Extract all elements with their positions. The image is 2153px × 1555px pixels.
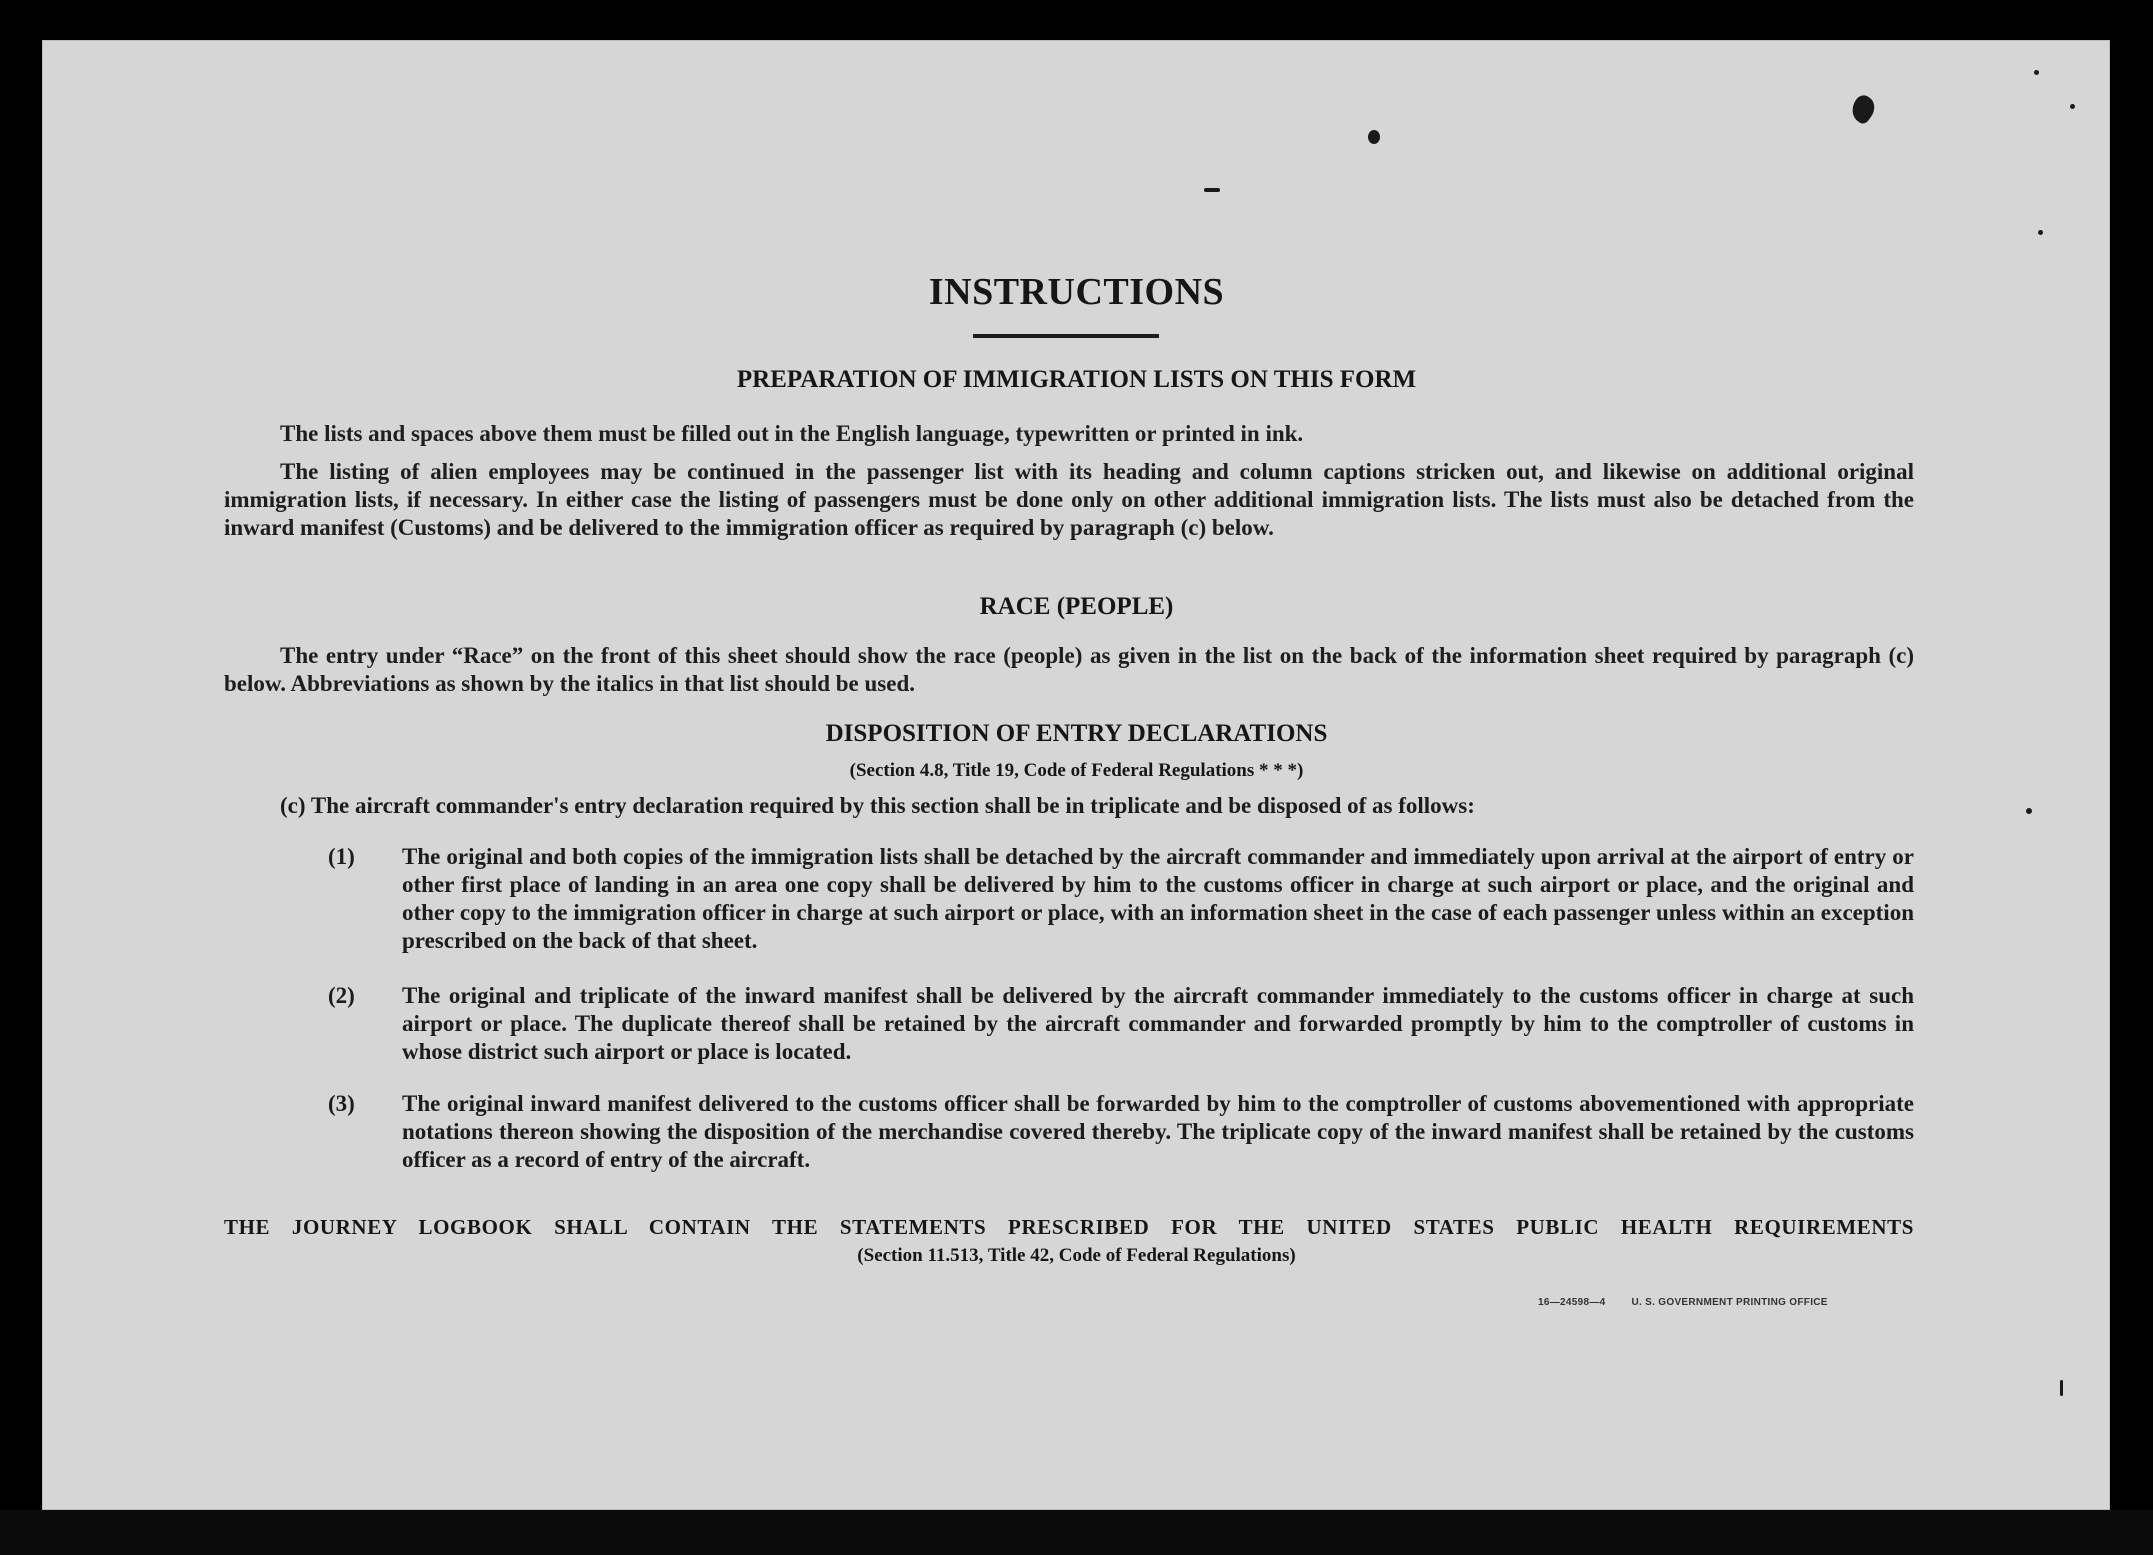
list-item-number: (2): [328, 983, 355, 1008]
list-item-number: (3): [328, 1091, 355, 1116]
ink-dot: [2038, 230, 2043, 235]
section-heading-race: RACE (PEOPLE): [979, 593, 1174, 620]
title-underline: [973, 334, 1159, 338]
list-item: [328, 843, 1914, 955]
printer-name: U. S. GOVERNMENT PRINTING OFFICE: [1631, 1297, 1828, 1308]
printer-imprint: [1538, 1297, 1854, 1308]
list-item-text: The original inward manifest delivered to the customs officer shall be forwarded by him to the comptroller of customs abovementioned with appropriate notations thereon showing the disposition of the merchandise covered thereby. The triplicate copy of the inward manifest shall be retained by the customs officer as a record of entry of the aircraft.: [402, 1091, 1914, 1172]
ink-dot: [2060, 1380, 2063, 1396]
page-title: INSTRUCTIONS: [928, 271, 1225, 313]
ink-spot: [1368, 130, 1380, 144]
list-item-text: The original and both copies of the immigration lists shall be detached by the aircraft commander and immediately upon arrival at the airport of entry or other first place of landing in an area one copy shall be delivered by him to the customs officer in charge at such airport or place, and the original and other copy to the immigration officer in charge at such airport or place, with an information sheet in the case of each passenger unless within an exception prescribed on the back of that sheet.: [402, 844, 1914, 953]
paragraph-race: The entry under “Race” on the front of this sheet should show the race (people) as given in the list on the back of the information sheet required by paragraph (c) below. Abbreviations as shown by the italics in that list should be used.: [224, 643, 1914, 696]
paragraph-language: The lists and spaces above them must be filled out in the English language, typewritten or printed in ink.: [280, 421, 1304, 446]
health-requirements-statement: THE JOURNEY LOGBOOK SHALL CONTAIN THE STATEMENTS PRESCRIBED FOR THE UNITED STATES PUBLIC HEALTH REQUIREMENTS: [224, 1215, 1914, 1239]
section-citation: (Section 4.8, Title 19, Code of Federal Regulations * * *): [849, 760, 1304, 781]
section-heading-preparation: PREPARATION OF IMMIGRATION LISTS ON THIS FORM: [736, 366, 1417, 393]
form-number: 16—24598—4: [1538, 1297, 1606, 1308]
health-requirements-citation: (Section 11.513, Title 42, Code of Federal Regulations): [857, 1245, 1296, 1266]
ink-dot: [2070, 104, 2075, 109]
list-item: [328, 1090, 1914, 1174]
ink-dot: [2026, 808, 2032, 814]
list-item-number: (1): [328, 844, 355, 869]
list-item: [328, 982, 1914, 1066]
ink-dot: [1204, 188, 1220, 192]
paragraph-alien-employees: The listing of alien employees may be continued in the passenger list with its heading and column captions stricken out, and likewise on additional original immigration lists, if necessary. In either case the listing of passengers must be done only on other additional immigration lists. The lists must also be detached from the inward manifest (Customs) and be delivered to the immigration officer as required by paragraph (c) below.: [224, 459, 1914, 540]
section-heading-disposition: DISPOSITION OF ENTRY DECLARATIONS: [825, 720, 1328, 747]
scan-border: [0, 1510, 2153, 1555]
list-item-text: The original and triplicate of the inward manifest shall be delivered by the aircraft commander immediately to the customs officer in charge at such airport or place. The duplicate thereof shall be retained by the aircraft commander and forwarded promptly by him to the comptroller of customs in whose district such airport or place is located.: [402, 983, 1914, 1064]
ink-dot: [2034, 70, 2039, 75]
paragraph-c-intro: (c) The aircraft commander's entry declaration required by this section shall be in triplicate and be disposed of as follows:: [280, 793, 1475, 818]
